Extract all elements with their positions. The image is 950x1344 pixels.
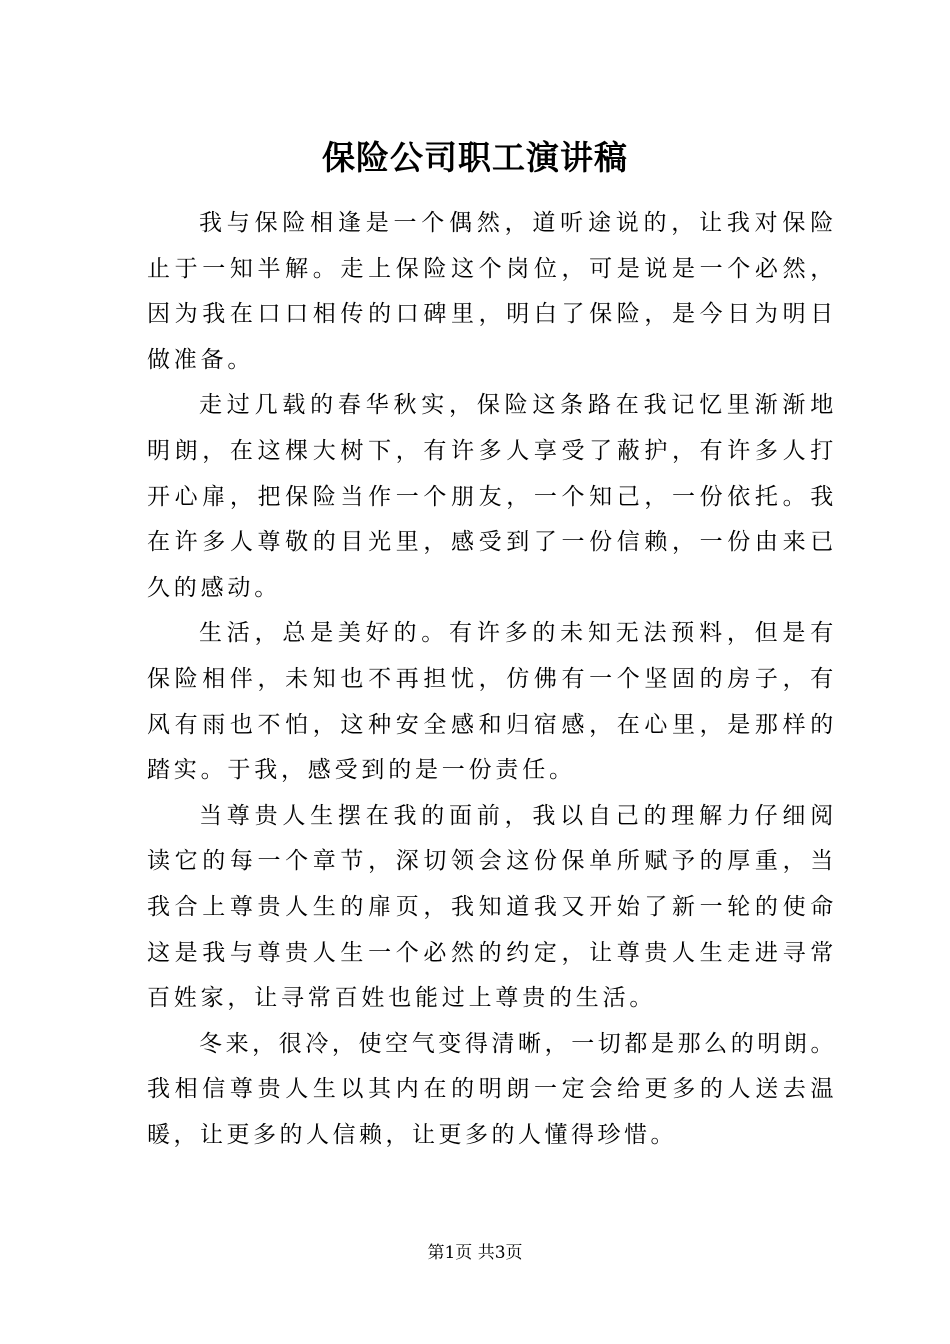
paragraph-1: 我与保险相逢是一个偶然，道听途说的，让我对保险止于一知半解。走上保险这个岗位，可是说是一个必然，因为我在口口相传的口碑里，明白了保险，是今日为明日做准备。 xyxy=(147,210,837,373)
paragraph-5: 冬来，很冷，使空气变得清晰，一切都是那么的明朗。我相信尊贵人生以其内在的明朗一定会给更多的人送去温暖，让更多的人信赖，让更多的人懂得珍惜。 xyxy=(147,1030,837,1148)
paragraph-3: 生活，总是美好的。有许多的未知无法预料，但是有保险相伴，未知也不再担忧，仿佛有一个坚固的房子，有风有雨也不怕，这种安全感和归宿感，在心里，是那样的踏实。于我，感受到的是一份责任。 xyxy=(147,620,837,784)
paragraph-2: 走过几载的春华秋实，保险这条路在我记忆里渐渐地明朗，在这棵大树下，有许多人享受了蔽护，有许多人打开心扉，把保险当作一个朋友，一个知己，一份依托。我在许多人尊敬的目光里，感受到了一份信赖，一份由来已久的感动。 xyxy=(147,392,837,601)
document-title: 保险公司职工演讲稿 xyxy=(322,138,628,177)
paragraph-4: 当尊贵人生摆在我的面前，我以自己的理解力仔细阅读它的每一个章节，深切领会这份保单所赋予的厚重，当我合上尊贵人生的扉页，我知道我又开始了新一轮的使命这是我与尊贵人生一个必然的约定，让尊贵人生走进寻常百姓家，让寻常百姓也能过上尊贵的生活。 xyxy=(147,802,837,1012)
page-number-footer: 第1页 共3页 xyxy=(427,1243,523,1263)
document-body xyxy=(147,201,837,1158)
